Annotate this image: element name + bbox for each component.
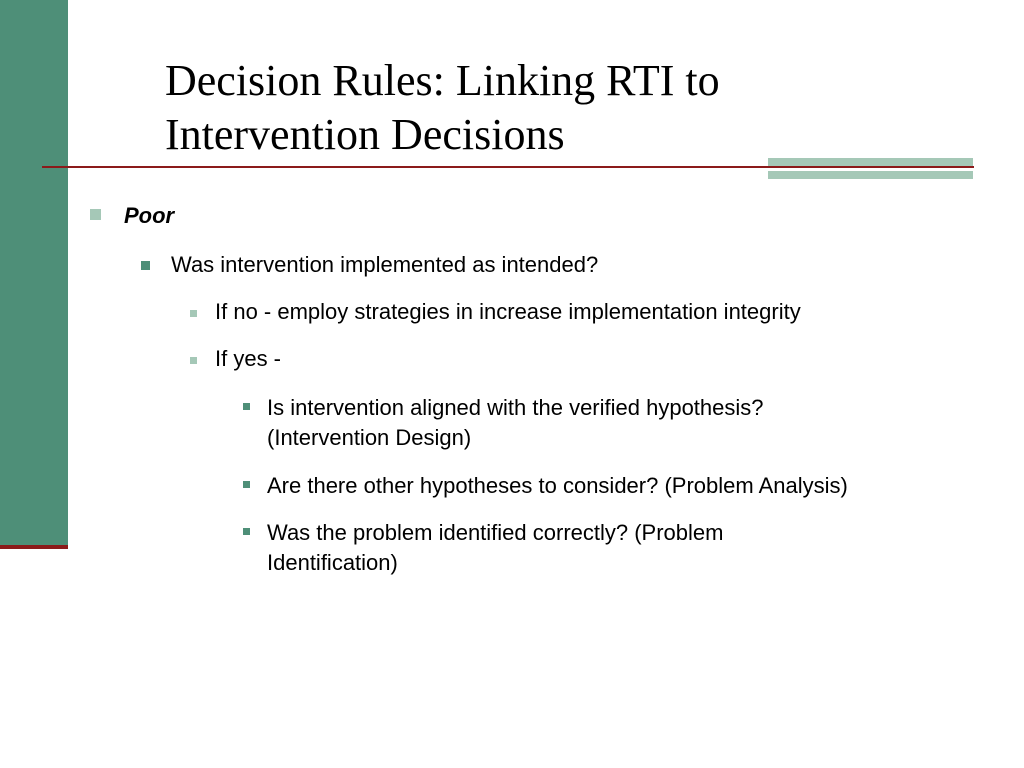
bullet-level4-aligned-line1: Is intervention aligned with the verified hypothesis? xyxy=(267,395,764,420)
square-bullet-icon xyxy=(243,528,250,535)
bullet-level2-implemented: Was intervention implemented as intended? xyxy=(171,252,599,277)
square-bullet-icon xyxy=(141,261,150,270)
square-bullet-icon xyxy=(243,481,250,488)
bullet-level4-problem-identified-line1: Was the problem identified correctly? (Problem xyxy=(267,520,724,545)
bullet-level3-if-no: If no - employ strategies in increase implementation integrity xyxy=(215,299,801,324)
square-bullet-icon xyxy=(190,310,197,317)
bullet-level1-poor: Poor xyxy=(124,203,175,228)
bullet-level4-aligned-line2: (Intervention Design) xyxy=(267,425,472,450)
bullet-level3-if-yes: If yes - xyxy=(215,346,282,371)
square-bullet-icon xyxy=(243,403,250,410)
slide-title-line-2: Intervention Decisions xyxy=(165,110,565,159)
square-bullet-icon xyxy=(90,209,101,220)
square-bullet-icon xyxy=(190,357,197,364)
slide-title-line-1: Decision Rules: Linking RTI to xyxy=(165,56,720,105)
bullet-level4-problem-identified-line2: Identification) xyxy=(267,550,398,575)
bullet-level4-other-hypotheses: Are there other hypotheses to consider? (Problem Analysis) xyxy=(267,473,848,498)
